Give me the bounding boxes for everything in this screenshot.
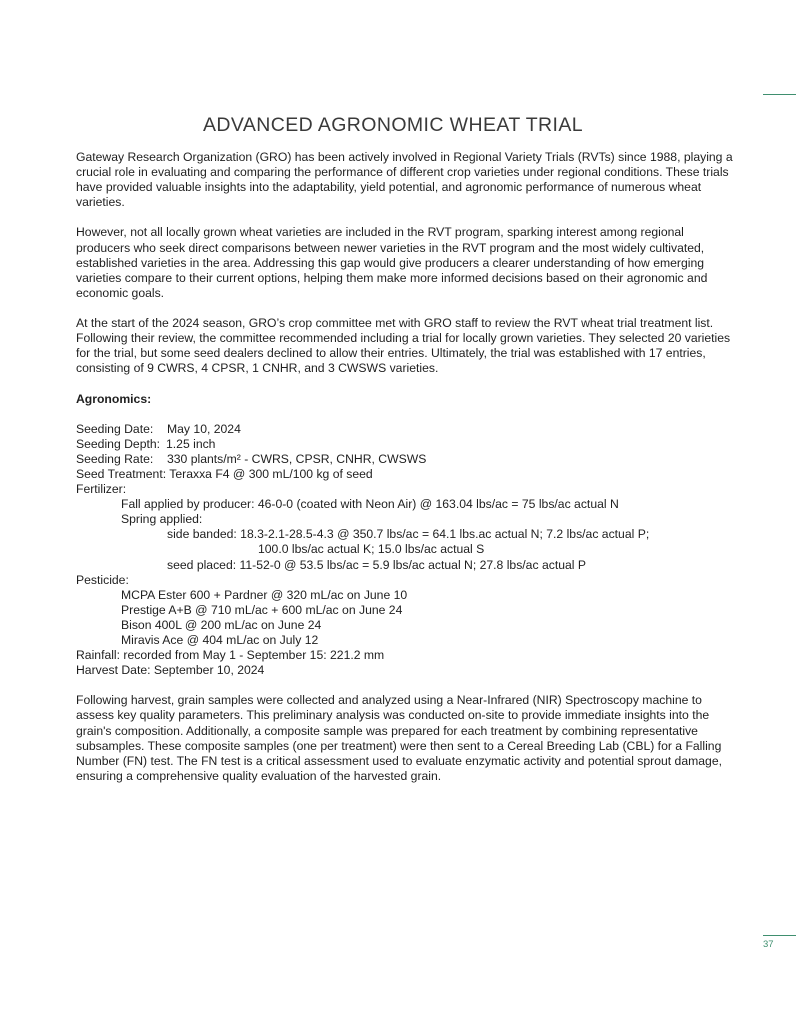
pesticide-label: Pesticide:	[76, 572, 129, 587]
seeding-depth-value: 1.25 inch	[166, 436, 216, 451]
seeding-date-line	[76, 422, 736, 437]
pesticide-item: MCPA Ester 600 + Pardner @ 320 mL/ac on June 10	[121, 587, 408, 602]
side-banded-line-1: side banded: 18.3-2.1-28.5-4.3 @ 350.7 lbs/ac = 64.1 lbs.ac actual N; 7.2 lbs/ac actual P;	[167, 527, 650, 542]
top-accent-rule	[763, 94, 796, 95]
intro-paragraph-1: Gateway Research Organization (GRO) has been actively involved in Regional Variety Trials (RVTs) since 1988, playing a crucial role in evaluating and comparing the performance of different crop varieties under regional conditions. These trials have provided valuable insights into the adaptability, yield potential, and agronomic performance of numerous wheat varieties.	[76, 150, 733, 210]
fall-applied-line: Fall applied by producer: 46-0-0 (coated with Neon Air) @ 163.04 lbs/ac = 75 lbs/ac actual N	[121, 497, 619, 512]
pesticide-item: Miravis Ace @ 404 mL/ac on July 12	[121, 633, 319, 647]
agronomics-heading: Agronomics:	[76, 391, 152, 406]
pesticide-item: Prestige A+B @ 710 mL/ac + 600 mL/ac on June 24	[121, 602, 403, 617]
seeding-rate-label: Seeding Rate:	[76, 451, 154, 466]
seeding-depth-label: Seeding Depth:	[76, 436, 161, 451]
seed-placed-line: seed placed: 11-52-0 @ 53.5 lbs/ac = 5.9 lbs/ac actual N; 27.8 lbs/ac actual P	[167, 557, 586, 572]
seeding-rate-line	[76, 452, 736, 467]
document-body	[76, 150, 736, 799]
pesticide-item: Bison 400L @ 200 mL/ac on June 24	[121, 617, 322, 632]
spring-applied-label: Spring applied:	[121, 512, 203, 527]
seeding-date-label: Seeding Date:	[76, 421, 154, 436]
harvest-date-line: Harvest Date: September 10, 2024	[76, 663, 265, 678]
intro-paragraph-2: However, not all locally grown wheat varieties are included in the RVT program, sparking interest among regional producers who seek direct comparisons between newer varieties in the RVT program and the most widely cultivated, established varieties in the area. Addressing this gap would give producers a clearer understanding of how emerging varieties compare to their current options, helping them make more informed decisions based on their agronomic and economic goals.	[76, 225, 708, 300]
seeding-date-value: May 10, 2024	[167, 421, 241, 436]
fertilizer-label: Fertilizer:	[76, 482, 127, 497]
seed-treatment-line: Seed Treatment: Teraxxa F4 @ 300 mL/100 kg of seed	[76, 466, 373, 481]
agronomics-list	[76, 422, 736, 679]
rainfall-line: Rainfall: recorded from May 1 - September 15: 221.2 mm	[76, 648, 385, 663]
intro-paragraph-3: At the start of the 2024 season, GRO’s crop committee met with GRO staff to review the RVT wheat trial treatment list. Following their review, the committee recommended including a trial for locally grown varieties. They selected 20 varieties for the trial, but some seed dealers declined to allow their entries. Ultimately, the trial was established with 17 entries, consisting of 9 CWRS, 4 CPSR, 1 CNHR, and 3 CWSWS varieties.	[76, 316, 731, 376]
closing-paragraph: Following harvest, grain samples were collected and analyzed using a Near-Infrared (NIR) Spectroscopy machine to assess key quality parameters. This preliminary analysis was conducted on-site to provide immediate insights into the grain's composition. Additionally, a composite sample was prepared for each treatment by combining representative subsamples. These composite samples (one per treatment) were then sent to a Cereal Breeding Lab (CBL) for a Falling Number (FN) test. The FN test is a critical assessment used to evaluate enzymatic activity and potential sprout damage, ensuring a comprehensive quality evaluation of the harvested grain.	[76, 693, 722, 783]
page-number: 37	[763, 939, 774, 950]
bottom-accent-rule	[763, 935, 796, 936]
seeding-depth-line	[76, 437, 736, 452]
page-title: ADVANCED AGRONOMIC WHEAT TRIAL	[202, 114, 584, 137]
side-banded-line-2: 100.0 lbs/ac actual K; 15.0 lbs/ac actual S	[258, 542, 485, 557]
seeding-rate-value: 330 plants/m² - CWRS, CPSR, CNHR, CWSWS	[167, 451, 427, 466]
